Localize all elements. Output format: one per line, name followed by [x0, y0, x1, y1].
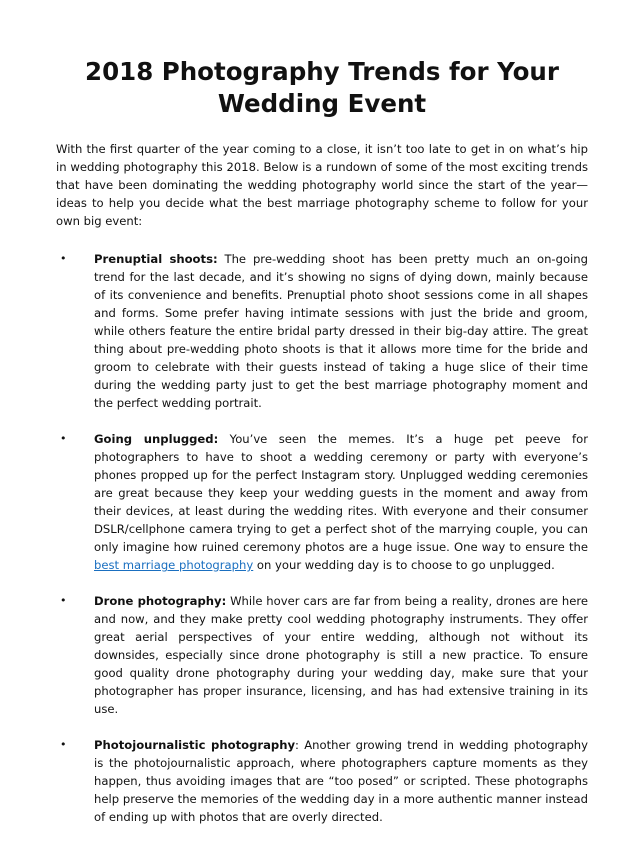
item-text-continued: on your wedding day is to choose to go unplugged. — [256, 558, 555, 572]
intro-paragraph: With the first quarter of the year coming to a close, it isn’t too late to get in on what’s hip in wedding photography this 2018. Below is a rundown of some of the most exciting trends that have been dominating the wedding photography world since the start of the year—ideas to help you decide what the best marriage photography scheme to follow for your own big event: — [56, 142, 588, 228]
item-term: Photojournalistic photography — [94, 738, 296, 752]
bullet-icon: • — [60, 594, 67, 607]
item-term: Drone photography: — [94, 594, 227, 608]
bullet-icon: • — [60, 738, 67, 751]
list-item-going-unplugged — [56, 430, 588, 574]
item-term: Going unplugged: — [94, 432, 219, 446]
document-page — [56, 56, 588, 844]
document-title: 2018 Photography Trends for Your Wedding Event — [85, 57, 559, 118]
item-term: Prenuptial shoots: — [94, 252, 218, 266]
item-text: Another growing trend in wedding photography is the photojournalistic approach, where photographers capture moments as they happen, thus avoiding images that are “too posed” or scripted. These photographs help preserve the memories of the wedding day in a more authentic manner instead of ending up with photos that are overly directed. — [94, 738, 589, 824]
bullet-icon: • — [60, 432, 67, 445]
trend-list — [56, 250, 588, 826]
best-marriage-photography-link[interactable]: best marriage photography — [94, 558, 254, 572]
list-item-photojournalistic-photography — [56, 736, 588, 826]
list-item-prenuptial-shoots — [56, 250, 588, 412]
item-text: The pre-wedding shoot has been pretty much an on-going trend for the last decade, and it’s showing no signs of dying down, mainly because of its convenience and benefits. Prenuptial photo shoot sessions come in all shapes and forms. Some prefer having intimate sessions with just the bride and groom, while others feature the entire bridal party dressed in their big-day attire. The great thing about pre-wedding photo shoots is that it allows more time for the bride and groom to celebrate with their guests instead of taking a huge slice of their time during the wedding party just to get the best marriage photography moment and the perfect wedding portrait. — [94, 252, 588, 410]
item-text: You’ve seen the memes. It’s a huge pet peeve for photographers to have to shoot a wedding ceremony or party with everyone’s phones propped up for the perfect Instagram story. Unplugged wedding ceremonies are great because they keep your wedding guests in the moment and away from their devices, at least during the wedding rites. With everyone and their consumer DSLR/cellphone camera trying to get a perfect shot of the marrying couple, you can only imagine how ruined ceremony photos are a huge issue. One way to ensure the — [94, 432, 589, 554]
bullet-icon: • — [60, 252, 67, 265]
list-item-drone-photography — [56, 592, 588, 718]
item-text: While hover cars are far from being a reality, drones are here and now, and they make pretty cool wedding photography instruments. They offer great aerial perspectives of your entire wedding, although not without its downsides, especially since drone photography is still a new practice. To ensure good quality drone photography during your wedding day, make sure that your photographer has proper insurance, licensing, and has had extensive training in its use. — [94, 594, 589, 716]
item-term-colon: : — [295, 738, 299, 752]
